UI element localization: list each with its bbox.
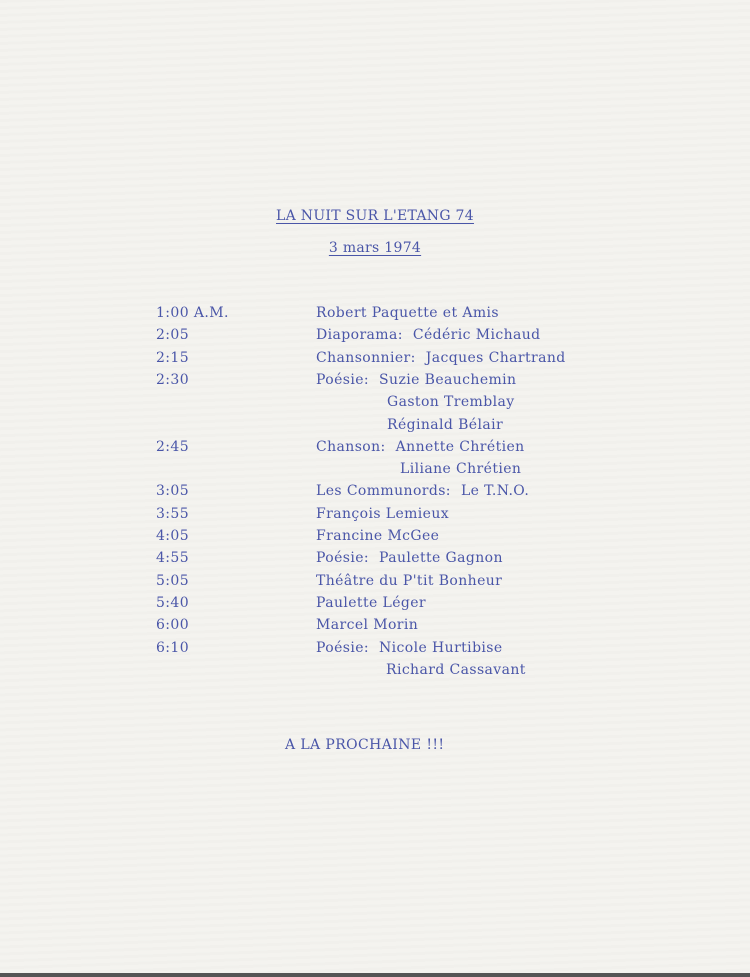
document-title — [0, 208, 750, 224]
program-time: 3:55 — [156, 505, 190, 522]
program-row — [0, 573, 750, 595]
page-edge — [0, 973, 750, 977]
act-label: Chanson: — [316, 438, 386, 455]
performer-name: Réginald Bélair — [387, 416, 504, 433]
program-act — [316, 573, 502, 589]
program-act — [316, 439, 525, 455]
program-act — [316, 327, 541, 343]
program-row — [0, 327, 750, 349]
program-act — [316, 305, 499, 321]
program-row — [0, 528, 750, 550]
program-act — [316, 350, 566, 366]
program-row — [0, 439, 750, 461]
program-time: 6:10 — [156, 639, 190, 656]
program-act — [316, 483, 529, 499]
act-label: Chansonnier: — [316, 349, 416, 366]
program-row — [0, 662, 750, 684]
program-time: 5:40 — [156, 594, 190, 611]
program-row — [0, 483, 750, 505]
act-label: Les Communords: — [316, 483, 451, 500]
date-text: 3 mars 1974 — [328, 240, 422, 256]
program-row — [0, 305, 750, 327]
program-act — [316, 640, 503, 656]
performer-name: Francine McGee — [316, 528, 440, 544]
program-act — [400, 461, 521, 477]
performer-name: Suzie Beauchemin — [379, 371, 517, 388]
program-time: 2:05 — [156, 327, 190, 344]
performer-name: François Lemieux — [316, 505, 450, 522]
act-label: Poésie: — [316, 550, 370, 567]
performer-name: Gaston Tremblay — [387, 394, 515, 411]
program-row — [0, 461, 750, 483]
program-row — [0, 617, 750, 639]
act-label: Diaporama: — [316, 327, 403, 344]
program-time: 4:05 — [156, 528, 190, 544]
performer-name: Richard Cassavant — [386, 661, 526, 678]
program-act — [387, 417, 503, 433]
program-row — [0, 550, 750, 572]
performer-name: Nicole Hurtibise — [379, 639, 503, 656]
act-label: Poésie: — [316, 371, 370, 388]
program-act — [316, 506, 449, 522]
performer-name: Paulette Léger — [316, 594, 427, 611]
performer-name: Robert Paquette et Amis — [316, 305, 499, 321]
program-row — [0, 394, 750, 416]
performer-name: Théâtre du P'tit Bonheur — [316, 572, 503, 589]
performer-name: Le T.N.O. — [460, 483, 530, 500]
performer-name: Jacques Chartrand — [425, 349, 566, 366]
program-time: 2:45 — [156, 438, 190, 455]
program-row — [0, 640, 750, 662]
performer-name: Liliane Chrétien — [400, 461, 522, 478]
performer-name: Paulette Gagnon — [379, 550, 503, 567]
program-act — [316, 617, 418, 633]
act-label: Poésie: — [316, 639, 370, 656]
program-act — [316, 550, 503, 566]
program-act — [316, 372, 516, 388]
program-time: 5:05 — [156, 572, 190, 589]
program-row — [0, 417, 750, 439]
program-act — [316, 595, 426, 611]
program-act — [387, 394, 515, 410]
program-act — [386, 662, 526, 678]
program-time: 1:00 A.M. — [156, 305, 229, 321]
program-row — [0, 506, 750, 528]
program-row — [0, 350, 750, 372]
program-act — [316, 528, 439, 544]
program-row — [0, 595, 750, 617]
program-time: 2:15 — [156, 349, 190, 366]
program-time: 2:30 — [156, 371, 190, 388]
program-time: 3:05 — [156, 483, 190, 500]
performer-name: Cédéric Michaud — [412, 327, 541, 344]
program-time: 4:55 — [156, 550, 190, 567]
performer-name: Marcel Morin — [316, 617, 419, 634]
closing-line: A LA PROCHAINE !!! — [285, 737, 445, 753]
document-date — [0, 240, 750, 256]
performer-name: Annette Chrétien — [395, 438, 525, 455]
program-row — [0, 372, 750, 394]
program-time: 6:00 — [156, 617, 190, 634]
title-text: LA NUIT SUR L'ETANG 74 — [276, 208, 474, 224]
